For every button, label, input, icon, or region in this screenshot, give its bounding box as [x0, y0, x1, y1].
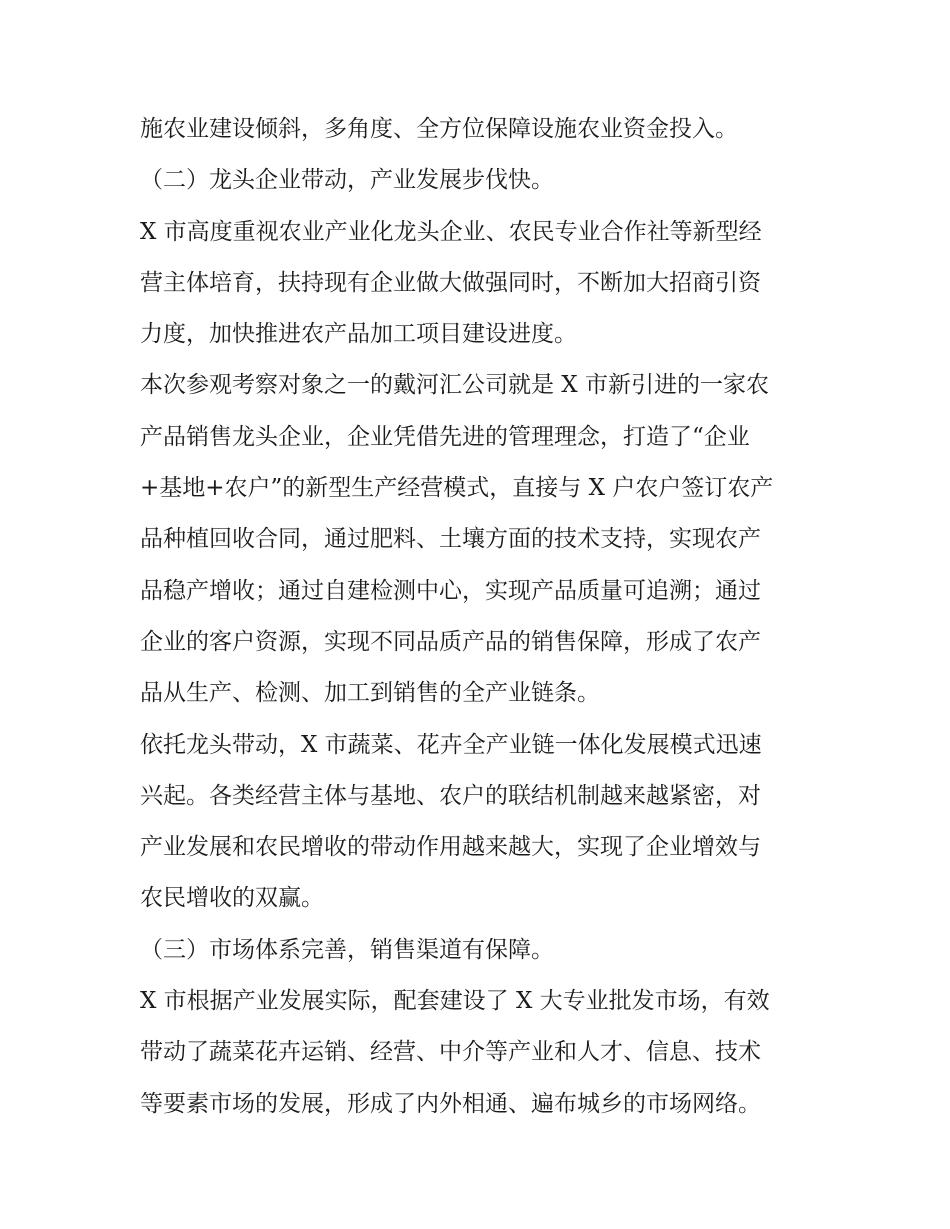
paragraph-line: 施农业建设倾斜，多角度、全方位保障设施农业资金投入。	[140, 116, 738, 142]
paragraph-line: X 市高度重视农业产业化龙头企业、农民专业合作社等新型经	[140, 218, 762, 245]
paragraph-line: 带动了蔬菜花卉运销、经营、中介等产业和人才、信息、技术	[140, 1039, 761, 1066]
paragraph-line: 品种植回收合同，通过肥料、土壤方面的技术支持，实现农产	[140, 526, 761, 553]
section-heading: （二）龙头企业带动，产业发展步伐快。	[140, 167, 554, 194]
paragraph-line: 营主体培育，扶持现有企业做大做强同时，不断加大招商引资	[140, 269, 761, 296]
paragraph-line: 产品销售龙头企业，企业凭借先进的管理理念，打造了“企业	[140, 423, 750, 450]
paragraph-line: 兴起。各类经营主体与基地、农户的联结机制越来越紧密，对	[140, 782, 761, 809]
paragraph-line: 本次参观考察对象之一的戴河汇公司就是 X 市新引进的一家农	[140, 372, 769, 399]
section-heading: （三）市场体系完善，销售渠道有保障。	[140, 936, 554, 963]
paragraph-line: X 市根据产业发展实际，配套建设了 X 大专业批发市场，有效	[140, 988, 770, 1015]
paragraph-line: +基地+农户”的新型生产经营模式，直接与 X 户农户签订农产	[140, 475, 774, 502]
paragraph-line: 力度，加快推进农产品加工项目建设进度。	[140, 321, 577, 348]
paragraph-line: 等要素市场的发展，形成了内外相通、遍布城乡的市场网络。	[140, 1090, 761, 1117]
body-text	[140, 104, 830, 1130]
paragraph-line: 产业发展和农民增收的带动作用越来越大，实现了企业增效与	[140, 834, 761, 861]
paragraph-line: 农民增收的双赢。	[140, 885, 324, 912]
paragraph-line: 品稳产增收；通过自建检测中心，实现产品质量可追溯；通过	[140, 577, 761, 604]
paragraph-line: 企业的客户资源，实现不同品质产品的销售保障，形成了农产	[140, 628, 761, 655]
paragraph-line: 品从生产、检测、加工到销售的全产业链条。	[140, 680, 600, 707]
paragraph-line: 依托龙头带动，X 市蔬菜、花卉全产业链一体化发展模式迅速	[140, 731, 762, 758]
